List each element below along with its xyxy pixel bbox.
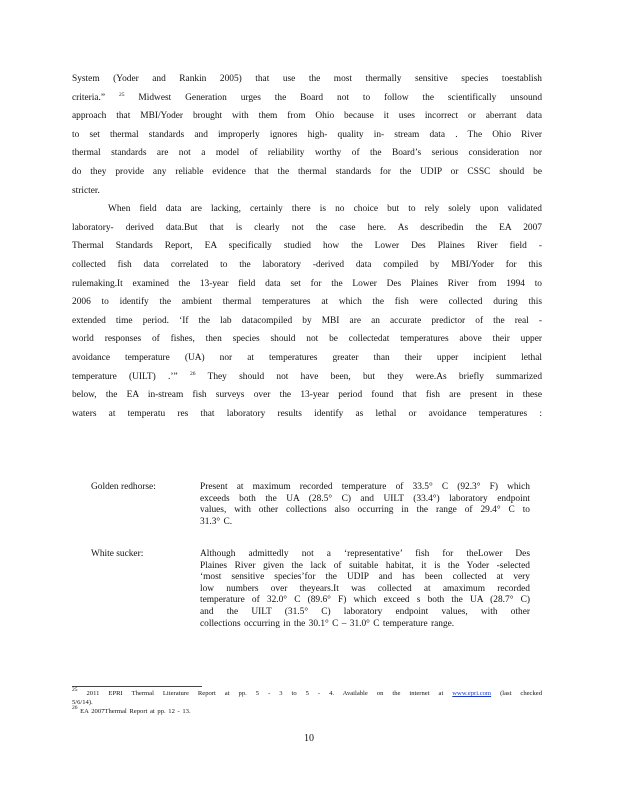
body-line: When field data are lacking, certainly there is no choice but to rely solely upon validated [108, 204, 542, 215]
footnote-number: 25 [72, 687, 78, 693]
quote-end: temperature (UILT) .’” [72, 371, 178, 382]
species-term: White sucker: [91, 549, 144, 559]
body-line: world responses of fishes, then species should not be collectedat temperatures above their upper [72, 334, 542, 345]
description-line: Present at maximum recorded temperature of 33.5° C (92.3° F) which [200, 482, 530, 492]
body-line: 2006 to identify the ambient thermal temperatures at which the fish were collected during this [72, 297, 542, 308]
description-line: low numbers over theyears.It was collected at amaximum recorded [200, 583, 530, 594]
body-line-continuation: They should not have been, but they were.As briefly summarized [207, 371, 543, 382]
page-number: 10 [304, 733, 314, 744]
footnote-26 [72, 707, 542, 716]
body-line-continuation: Midwest Generation urges the Board not to follow the scientifically unsound [138, 92, 543, 103]
footnote-ref-25[interactable]: 25 [118, 91, 125, 98]
footnote-number: 26 [72, 705, 78, 711]
footnote-text: 2011 EPRI Thermal Literature Report at pp. 5 - 3 to 5 - 4. Available on the internet at [86, 690, 444, 697]
body-line [72, 89, 542, 108]
footnote-ref-26[interactable]: 26 [189, 370, 196, 377]
quote-end: criteria.” [72, 92, 106, 103]
body-line: extended time period. ‘If the lab datacompiled by MBI are an accurate predictor of the real - [72, 315, 542, 326]
body-line: stricter. [72, 185, 100, 196]
description-line: Plaines River given the lack of suitable habitat, it is the Yoder -selected [200, 560, 530, 571]
footnotes [72, 689, 542, 716]
body-line: collected fish data correlated to the laboratory -derived data compiled by MBI/Yoder for this [72, 259, 542, 270]
description-line: Although admittedly not a ‘representative’ fish for theLower Des [200, 549, 530, 559]
body-line: System (Yoder and Rankin 2005) that use the most thermally sensitive species toestablish [72, 74, 542, 84]
body-line: thermal standards are not a model of reliability worthy of the Board’s serious consideration nor [72, 148, 542, 159]
body-line: below, the EA in-stream fish surveys over the 13-year period found that fish are present in these [72, 390, 542, 401]
body-line: approach that MBI/Yoder brought with them from Ohio because it uses incorrect or aberrant data [72, 111, 542, 122]
description-line: values, with other collections also occurring in the range of 29.4° C to [200, 505, 530, 516]
body-line: avoidance temperature (UA) nor at temperatures greater than their upper incipient lethal [72, 352, 542, 363]
body-line [72, 368, 542, 387]
description-line: temperature of 32.0° C (89.6° F) which exceed s both the UA (28.7° C) [200, 595, 530, 606]
description-line: 31.3° C. [200, 516, 233, 527]
species-description [200, 482, 530, 528]
description-line: collections occurring in the 30.1° C – 31.0° C temperature range. [200, 618, 455, 629]
species-description [200, 549, 530, 630]
description-line: exceeds both the UA (28.5° C) and UILT (33.4°) laboratory endpoint [200, 493, 530, 504]
footnote-text: (last checked [500, 690, 542, 697]
species-term: Golden redhorse: [91, 482, 156, 492]
body-line: to set thermal standards and improperly ignores high- quality in- stream data . The Ohio River [72, 129, 542, 140]
description-line: and the UILT (31.5° C) laboratory endpoint values, with other [200, 606, 530, 617]
footnote-25 [72, 689, 542, 698]
description-line: ‘most sensitive species’for the UDIP and has been collected at very [200, 572, 530, 583]
footnote-25-continued: 5/6/14). [72, 699, 93, 706]
footnote-divider [72, 686, 202, 687]
footnote-link[interactable]: www.epri.com [452, 690, 492, 697]
body-text [72, 70, 542, 423]
body-line: laboratory- derived data.But that is clearly not the case here. As describedin the EA 2007 [72, 222, 542, 233]
body-line: waters at temperatu res that laboratory results identify as lethal or avoidance temperatures : [72, 408, 542, 419]
body-line: rulemaking.It examined the 13-year field data set for the Lower Des Plaines River from 1994 to [72, 278, 542, 289]
body-line: Thermal Standards Report, EA specifically studied how the Lower Des Plaines River field - [72, 241, 542, 252]
footnote-text: EA 2007Thermal Report at pp. 12 - 13. [80, 708, 191, 715]
body-line: do they provide any reliable evidence that the thermal standards for the UDIP or CSSC should be [72, 166, 542, 177]
